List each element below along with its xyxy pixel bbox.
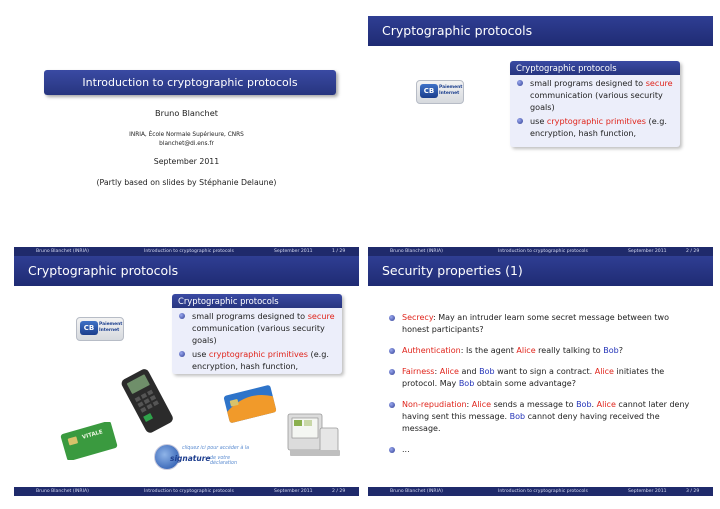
slide-1 <box>14 16 359 256</box>
credit-note: (Partly based on slides by Stéphanie Delaune) <box>96 178 277 187</box>
card-label: VITALE <box>81 429 104 441</box>
property-text: obtain some advantage? <box>474 379 576 388</box>
footer-date: September 2011 <box>628 489 667 494</box>
slide-header: Cryptographic protocols <box>368 16 713 46</box>
footer-page: 3 / 29 <box>686 489 700 494</box>
voting-machine-icon <box>284 408 342 460</box>
footer-author: Bruno Blanchet (INRIA) <box>36 249 89 254</box>
item-highlight: cryptographic primitives <box>208 349 308 359</box>
list-item-fairness <box>388 366 698 390</box>
property-text: : Is the agent <box>460 346 517 355</box>
logo-line-1: Paiement <box>99 322 123 327</box>
item-text: small programs designed to <box>530 78 646 88</box>
property-text: : <box>466 400 472 409</box>
block-title: Cryptographic protocols <box>510 61 680 75</box>
property-text: sends a message to <box>491 400 577 409</box>
definition-block <box>510 61 680 147</box>
property-text: want to sign a contract. <box>494 367 595 376</box>
footer-title: Introduction to cryptographic protocols <box>144 489 234 494</box>
list-item-more <box>388 444 698 456</box>
bank-card-icon <box>222 384 278 424</box>
agent-bob: Bob <box>479 367 495 376</box>
payment-logo <box>416 80 464 104</box>
affiliation: INRIA, École Normale Supérieure, CNRS <box>129 132 244 138</box>
logo-line-2: Internet <box>99 328 120 333</box>
agent-alice: Alice <box>516 346 536 355</box>
item-text: use <box>530 116 547 126</box>
bullet-icon <box>517 118 523 124</box>
footer-date: September 2011 <box>628 249 667 254</box>
property-label: Non-repudiation <box>402 400 467 409</box>
property-text: initiates the protocol. May <box>402 367 665 388</box>
signature-badge[interactable] <box>154 444 254 470</box>
list-item-non-repudiation <box>388 399 698 435</box>
block-list <box>510 77 680 145</box>
slide-footer <box>14 487 359 496</box>
slide-footer <box>368 487 713 496</box>
bullet-icon <box>179 351 185 357</box>
list-item <box>178 310 336 346</box>
agent-alice: Alice <box>596 400 616 409</box>
health-card <box>60 422 118 460</box>
footer-title: Introduction to cryptographic protocols <box>144 249 234 254</box>
footer-author: Bruno Blanchet (INRIA) <box>36 489 89 494</box>
footer-page: 1 / 29 <box>332 249 346 254</box>
item-text: communication (various security goals) <box>530 90 663 112</box>
security-properties-list <box>388 312 698 465</box>
card-terminal-icon <box>114 366 184 434</box>
property-text: : <box>434 367 440 376</box>
item-text: (e.g. encryption, hash function, <box>192 349 329 371</box>
agent-alice: Alice <box>594 367 614 376</box>
bullet-icon <box>389 315 395 321</box>
item-text: use <box>192 349 209 359</box>
slide-4 <box>368 256 713 496</box>
property-label: Authentication <box>402 346 461 355</box>
item-highlight: cryptographic primitives <box>546 116 646 126</box>
footer-title: Introduction to cryptographic protocols <box>498 489 588 494</box>
footer-date: September 2011 <box>274 249 313 254</box>
agent-bob: Bob <box>509 412 526 421</box>
presentation-title: Introduction to cryptographic protocols <box>44 70 336 95</box>
block-list <box>172 310 342 374</box>
agent-bob: Bob <box>458 379 475 388</box>
list-item <box>516 115 674 139</box>
block-title: Cryptographic protocols <box>172 294 342 308</box>
ellipsis: ... <box>402 445 410 454</box>
property-text: cannot later deny having sent this message. <box>402 400 690 421</box>
slide-header: Security properties (1) <box>368 256 713 286</box>
bullet-icon <box>389 348 395 354</box>
list-item <box>516 77 674 113</box>
cb-logo-icon: CB <box>80 321 98 335</box>
property-label: Secrecy <box>402 313 433 322</box>
list-item-authentication <box>388 345 698 357</box>
footer-author: Bruno Blanchet (INRIA) <box>390 489 443 494</box>
item-text: small programs designed to <box>192 311 308 321</box>
property-label: Fairness <box>402 367 435 376</box>
item-text: communication (various security goals) <box>192 323 325 345</box>
footer-page: 2 / 29 <box>686 249 700 254</box>
footer-page: 2 / 29 <box>332 489 346 494</box>
list-item <box>178 348 336 372</box>
bullet-icon <box>179 313 185 319</box>
affiliation-block <box>14 131 359 149</box>
property-text: really talking to <box>535 346 604 355</box>
property-text: ? <box>618 346 623 355</box>
agent-alice: Alice <box>439 367 459 376</box>
footer-title: Introduction to cryptographic protocols <box>498 249 588 254</box>
footer-author: Bruno Blanchet (INRIA) <box>390 249 443 254</box>
bullet-icon <box>517 80 523 86</box>
agent-alice: Alice <box>471 400 492 409</box>
presentation-date: September 2011 <box>153 157 220 166</box>
slide-footer <box>368 247 713 256</box>
logo-line-2: Internet <box>439 91 460 96</box>
health-card-icon <box>60 422 118 460</box>
bullet-icon <box>389 402 395 408</box>
property-text: cannot deny having received the message. <box>402 412 660 433</box>
agent-bob: Bob <box>603 346 619 355</box>
signature-word: signature <box>170 454 211 463</box>
list-item-secrecy <box>388 312 698 336</box>
property-text: . <box>591 400 597 409</box>
slide-footer <box>14 247 359 256</box>
item-text: (e.g. encryption, hash function, <box>530 116 667 138</box>
item-highlight: secure <box>645 78 673 88</box>
slide-header: Cryptographic protocols <box>14 256 359 286</box>
definition-block <box>172 294 342 374</box>
slide-2 <box>368 16 713 256</box>
logo-line-1: Paiement <box>439 85 463 90</box>
signature-line-1: cliquez ici pour accéder à la <box>182 446 250 451</box>
bullet-icon <box>389 369 395 375</box>
property-text: and <box>458 367 480 376</box>
footer-date: September 2011 <box>274 489 313 494</box>
author-name: Bruno Blanchet <box>154 108 218 118</box>
property-text: : May an intruder learn some secret message between two honest participants? <box>402 313 669 334</box>
item-highlight: secure <box>307 311 335 321</box>
payment-logo <box>76 317 124 341</box>
email: blanchet@di.ens.fr <box>159 141 214 147</box>
agent-bob: Bob <box>576 400 592 409</box>
bullet-icon <box>389 447 395 453</box>
cb-logo-icon: CB <box>420 84 438 98</box>
signature-line-2: de votre déclaration <box>210 456 238 466</box>
slide-3 <box>14 256 359 496</box>
